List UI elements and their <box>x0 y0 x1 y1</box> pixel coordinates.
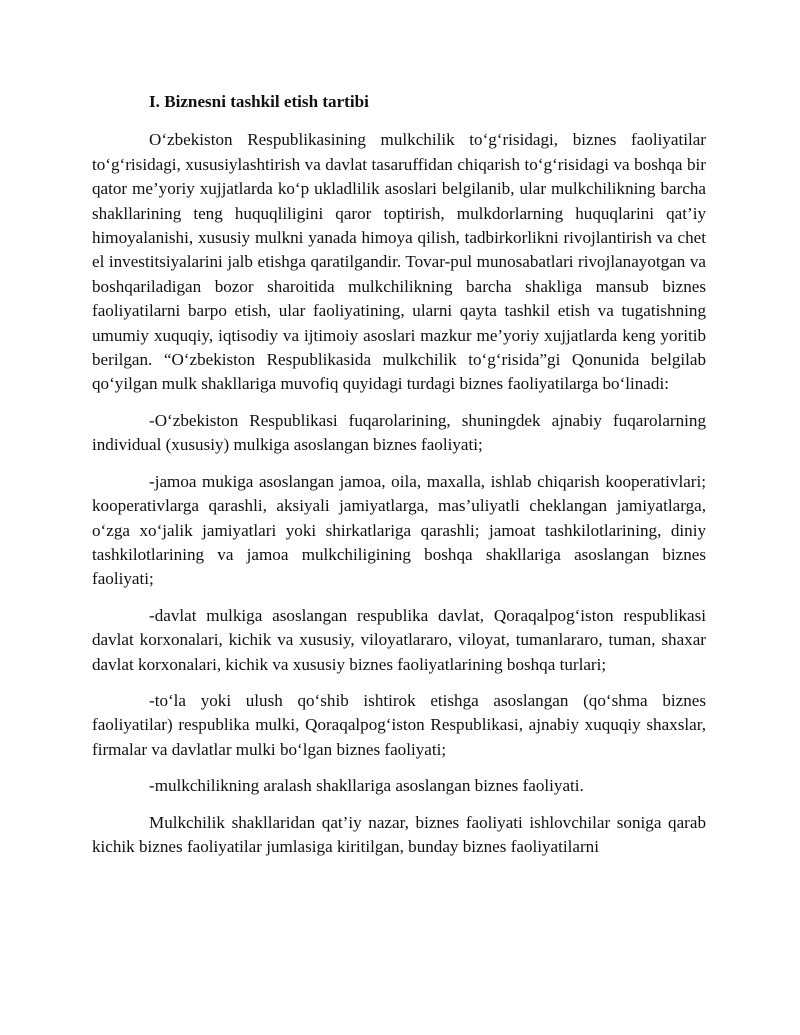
paragraph-joint-business: -to‘la yoki ulush qo‘shib ishtirok etishga asoslangan (qo‘shma biznes faoliyatilar) respublika mulki, Qoraqalpog‘iston Respublikasi, ajnabiy xuquqiy shaxslar, firmalar va davlatlar mulki bo‘lgan biznes faoliyati; <box>92 690 706 759</box>
paragraph-state-business: -davlat mulkiga asoslangan respublika davlat, Qoraqalpog‘iston respublikasi davlat korxonalari, kichik va xususiy, viloyatlararo, viloyat, tumanlararo, tuman, shaxar davlat korxonalari, kichik va xususiy biznes faoliyatlarining boshqa turlari; <box>92 605 706 674</box>
document-page <box>92 90 706 871</box>
paragraph-individual-business: -O‘zbekiston Respublikasi fuqarolarining, shuningdek ajnabiy fuqarolarning individual (xususiy) mulkiga asoslangan biznes faoliyati; <box>92 410 706 455</box>
paragraph-collective-business: -jamoa mukiga asoslangan jamoa, oila, maxalla, ishlab chiqarish kooperativlari; kooperativlarga qarashli, aksiyali jamiyatlarga, mas’uliyatli cheklangan jamiyatlarga, o‘zga xo‘jalik jamiyatlari yoki shirkatlariga qarashli; jamoat tashkilotlarining, diniy tashkilotlarining va jamoa mulkchiligining boshqa shakllariga asoslangan biznes faoliyati; <box>92 471 706 589</box>
paragraph-intro: O‘zbekiston Respublikasining mulkchilik to‘g‘risidagi, biznes faoliyatilar to‘g‘risidagi, xususiylashtirish va davlat tasaruffidan chiqarish to‘g‘risidagi va boshqa bir qator me’yoriy xujjatlarda ko‘p ukladlilik asoslari belgilanib, ular mulkchilikning barcha shakllarining teng huquqliligini qaror toptirish, mulkdorlarning huquqlarini qat’iy himoyalanishi, xususiy mulkni yanada himoya qilish, tadbirkorlikni rivojlantirish va chet el investitsiyalarini jalb etishga qaratilgandir. Tovar-pul munosabatlari rivojlanayotgan va boshqariladigan bozor sharoitida mulkchilikning barcha shakliga mansub biznes faoliyatilarni barpo etish, ular faoliyatining, ularni qayta tashkil etish va tugatishning umumiy xuquqiy, iqtisodiy va ijtimoiy asoslari mazkur me’yoriy xujjatlarda keng yoritib berilgan. “O‘zbekiston Respublikasida mulkchilik to‘g‘risida”gi Qonunida belgilab qo‘yilgan mulk shakllariga muvofiq quyidagi turdagi biznes faoliyatilarga bo‘linadi: <box>92 130 706 394</box>
paragraph-small-business: Mulkchilik shakllaridan qat’iy nazar, biznes faoliyati ishlovchilar soniga qarab kichik biznes faoliyatilar jumlasiga kiritilgan, bunday biznes faoliyatilarni <box>92 812 706 856</box>
section-heading: I. Biznesni tashkil etish tartibi <box>149 92 369 111</box>
paragraph-mixed-business: -mulkchilikning aralash shakllariga asoslangan biznes faoliyati. <box>149 776 584 796</box>
